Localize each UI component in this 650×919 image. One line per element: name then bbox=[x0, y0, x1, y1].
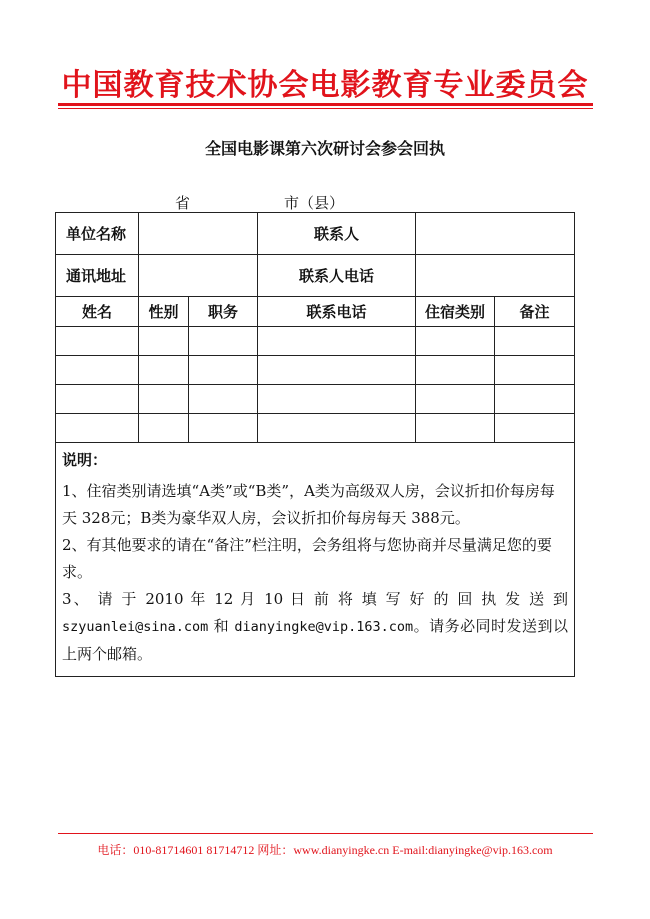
attendee-row bbox=[56, 414, 575, 443]
note-item-3-and: 和 bbox=[208, 617, 235, 635]
attendee-lodging-cell[interactable] bbox=[416, 414, 495, 443]
attendee-phone-cell[interactable] bbox=[258, 385, 416, 414]
attendee-position-cell[interactable] bbox=[189, 356, 258, 385]
footer-contact-line: 电话：010-81714601 81714712 网址：www.dianyingke.cn E-mail:dianyingke@vip.163.com bbox=[97, 843, 553, 857]
attendee-position-cell[interactable] bbox=[189, 414, 258, 443]
attendee-gender-cell[interactable] bbox=[139, 385, 189, 414]
attendee-gender-cell[interactable] bbox=[139, 327, 189, 356]
footer-rule bbox=[58, 833, 593, 834]
attendee-name-cell[interactable] bbox=[56, 385, 139, 414]
attendee-header-row bbox=[56, 297, 575, 327]
attendee-lodging-cell[interactable] bbox=[416, 327, 495, 356]
attendee-row bbox=[56, 356, 575, 385]
attendee-phone-cell[interactable] bbox=[258, 356, 416, 385]
unit-row bbox=[56, 213, 575, 255]
attendee-remarks-cell[interactable] bbox=[495, 385, 575, 414]
attendee-name-cell[interactable] bbox=[56, 327, 139, 356]
attendee-phone-cell[interactable] bbox=[258, 414, 416, 443]
col-remarks-header: 备注 bbox=[495, 297, 575, 327]
address-label: 通讯地址 bbox=[56, 255, 139, 297]
email-link-sina[interactable]: szyuanlei@sina.com bbox=[62, 619, 209, 635]
col-lodging-header: 住宿类别 bbox=[416, 297, 495, 327]
contact-phone-label: 联系人电话 bbox=[258, 255, 416, 297]
address-field[interactable] bbox=[139, 255, 258, 297]
city-county-label: 市（县） bbox=[284, 194, 345, 212]
address-row bbox=[56, 255, 575, 297]
province-label: 省 bbox=[175, 194, 191, 212]
document-title: 全国电影课第六次研讨会参会回执 bbox=[204, 139, 445, 158]
attendee-gender-cell[interactable] bbox=[139, 414, 189, 443]
attendee-lodging-cell[interactable] bbox=[416, 385, 495, 414]
note-item-1: 1、住宿类别请选填“A类”或“B类”，A类为高级双人房，会议折扣价每房每天 328元；B类为豪华双人房，会议折扣价每房每天 388元。 bbox=[62, 482, 555, 527]
attendee-gender-cell[interactable] bbox=[139, 356, 189, 385]
attendee-name-cell[interactable] bbox=[56, 414, 139, 443]
header-rule-thick bbox=[58, 103, 593, 106]
note-item-2: 2、有其他要求的请在“备注”栏注明，会务组将与您协商并尽量满足您的要求。 bbox=[62, 536, 552, 581]
attendee-lodging-cell[interactable] bbox=[416, 356, 495, 385]
col-phone-header: 联系电话 bbox=[258, 297, 416, 327]
unit-name-label: 单位名称 bbox=[56, 213, 139, 255]
attendee-position-cell[interactable] bbox=[189, 385, 258, 414]
attendee-row bbox=[56, 385, 575, 414]
col-gender-header: 性别 bbox=[139, 297, 189, 327]
attendee-phone-cell[interactable] bbox=[258, 327, 416, 356]
note-item-3 bbox=[62, 586, 568, 668]
contact-person-field[interactable] bbox=[416, 213, 575, 255]
contact-person-label: 联系人 bbox=[258, 213, 416, 255]
col-name-header: 姓名 bbox=[56, 297, 139, 327]
email-link-163[interactable]: dianyingke@vip.163.com bbox=[234, 619, 414, 635]
header-rule-thin bbox=[58, 108, 593, 109]
note-item-3-tail: 。请务必同时发送到以上两个邮箱。 bbox=[62, 617, 568, 663]
attendee-position-cell[interactable] bbox=[189, 327, 258, 356]
col-position-header: 职务 bbox=[189, 297, 258, 327]
registration-form-table bbox=[55, 212, 575, 677]
notes-row bbox=[56, 443, 575, 677]
notes-title: 说明： bbox=[62, 451, 108, 469]
attendee-remarks-cell[interactable] bbox=[495, 327, 575, 356]
note-item-3-lead: 3、 请 于 2010 年 12 月 10 日 前 将 填 写 好 的 回 执 发 送 到 bbox=[62, 590, 568, 608]
unit-name-field[interactable] bbox=[139, 213, 258, 255]
organization-name: 中国教育技术协会电影教育专业委员会 bbox=[61, 68, 589, 103]
attendee-remarks-cell[interactable] bbox=[495, 414, 575, 443]
notes-cell bbox=[56, 443, 575, 677]
attendee-remarks-cell[interactable] bbox=[495, 356, 575, 385]
attendee-name-cell[interactable] bbox=[56, 356, 139, 385]
contact-phone-field[interactable] bbox=[416, 255, 575, 297]
attendee-row bbox=[56, 327, 575, 356]
